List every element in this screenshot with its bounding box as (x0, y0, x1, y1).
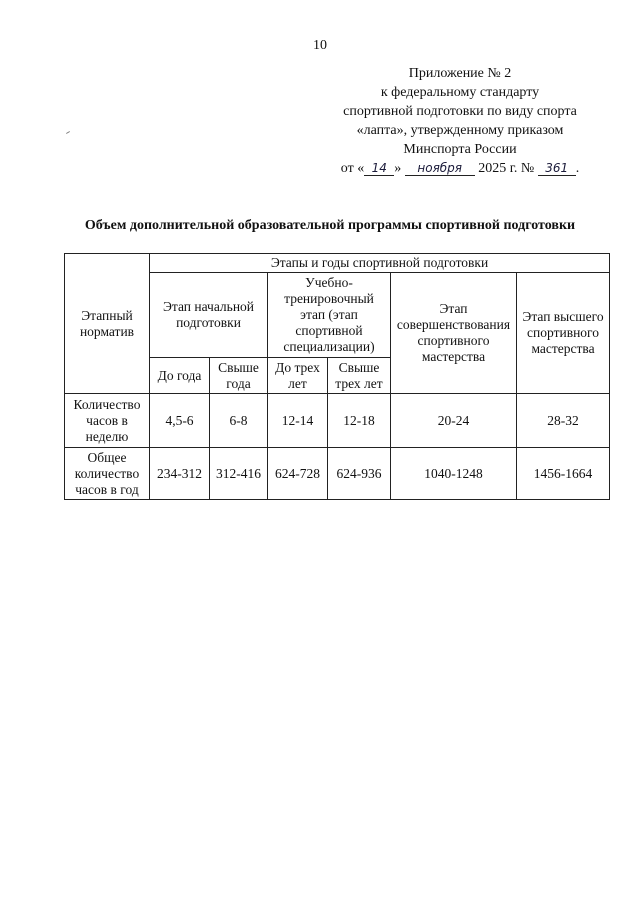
date-month-handwritten: ноября (405, 161, 475, 176)
document-title: Объем дополнительной образовательной программы спортивной подготовки (84, 218, 576, 233)
row-label: Количество часов в неделю (65, 394, 150, 448)
appendix-line: Минспорта России (403, 142, 517, 157)
table-cell: 12-14 (268, 394, 328, 448)
header-norm: Этапный норматив (65, 254, 150, 394)
appendix-line: к федеральному стандарту (380, 85, 540, 100)
appendix-line: «лапта», утвержденному приказом (356, 123, 564, 138)
table-cell: 4,5-6 (150, 394, 210, 448)
table-cell: 234-312 (150, 448, 210, 500)
date-prefix: от « (340, 161, 365, 176)
table-cell: 624-936 (328, 448, 391, 500)
order-number-handwritten: 361 (538, 161, 576, 176)
subheader-training-2: Свыше трех лет (328, 358, 391, 394)
scan-speck (66, 131, 70, 134)
table-row (65, 394, 610, 448)
header-stage-higher: Этап высшего спортивного мастерства (517, 273, 610, 394)
subheader-initial-2: Свыше года (210, 358, 268, 394)
subheader-initial-1: До года (150, 358, 210, 394)
table-cell: 1456-1664 (517, 448, 610, 500)
appendix-line: Приложение № 2 (408, 66, 512, 81)
table-row (65, 448, 610, 500)
table-cell: 1040-1248 (391, 448, 517, 500)
order-date-line (300, 159, 620, 178)
table-cell: 6-8 (210, 394, 268, 448)
table-cell: 312-416 (210, 448, 268, 500)
header-stage-perfection: Этап совершенствования спортивного мастерства (391, 273, 517, 394)
training-volume-table (64, 253, 610, 500)
date-day-handwritten: 14 (364, 161, 394, 176)
table-cell: 12-18 (328, 394, 391, 448)
date-mid: » (394, 161, 402, 176)
table-cell: 20-24 (391, 394, 517, 448)
header-stage-training: Учебно-тренировочный этап (этап спортивной специализации) (268, 273, 391, 358)
row-label: Общее количество часов в год (65, 448, 150, 500)
subheader-training-1: До трех лет (268, 358, 328, 394)
appendix-line: спортивной подготовки по виду спорта (343, 104, 577, 119)
date-year: 2025 г. № (478, 161, 535, 176)
appendix-header (300, 64, 620, 178)
page-number: 10 (313, 38, 327, 53)
header-stage-initial: Этап начальной подготовки (150, 273, 268, 358)
date-end: . (575, 161, 580, 176)
table-cell: 28-32 (517, 394, 610, 448)
table-cell: 624-728 (268, 448, 328, 500)
header-stages: Этапы и годы спортивной подготовки (150, 254, 610, 273)
